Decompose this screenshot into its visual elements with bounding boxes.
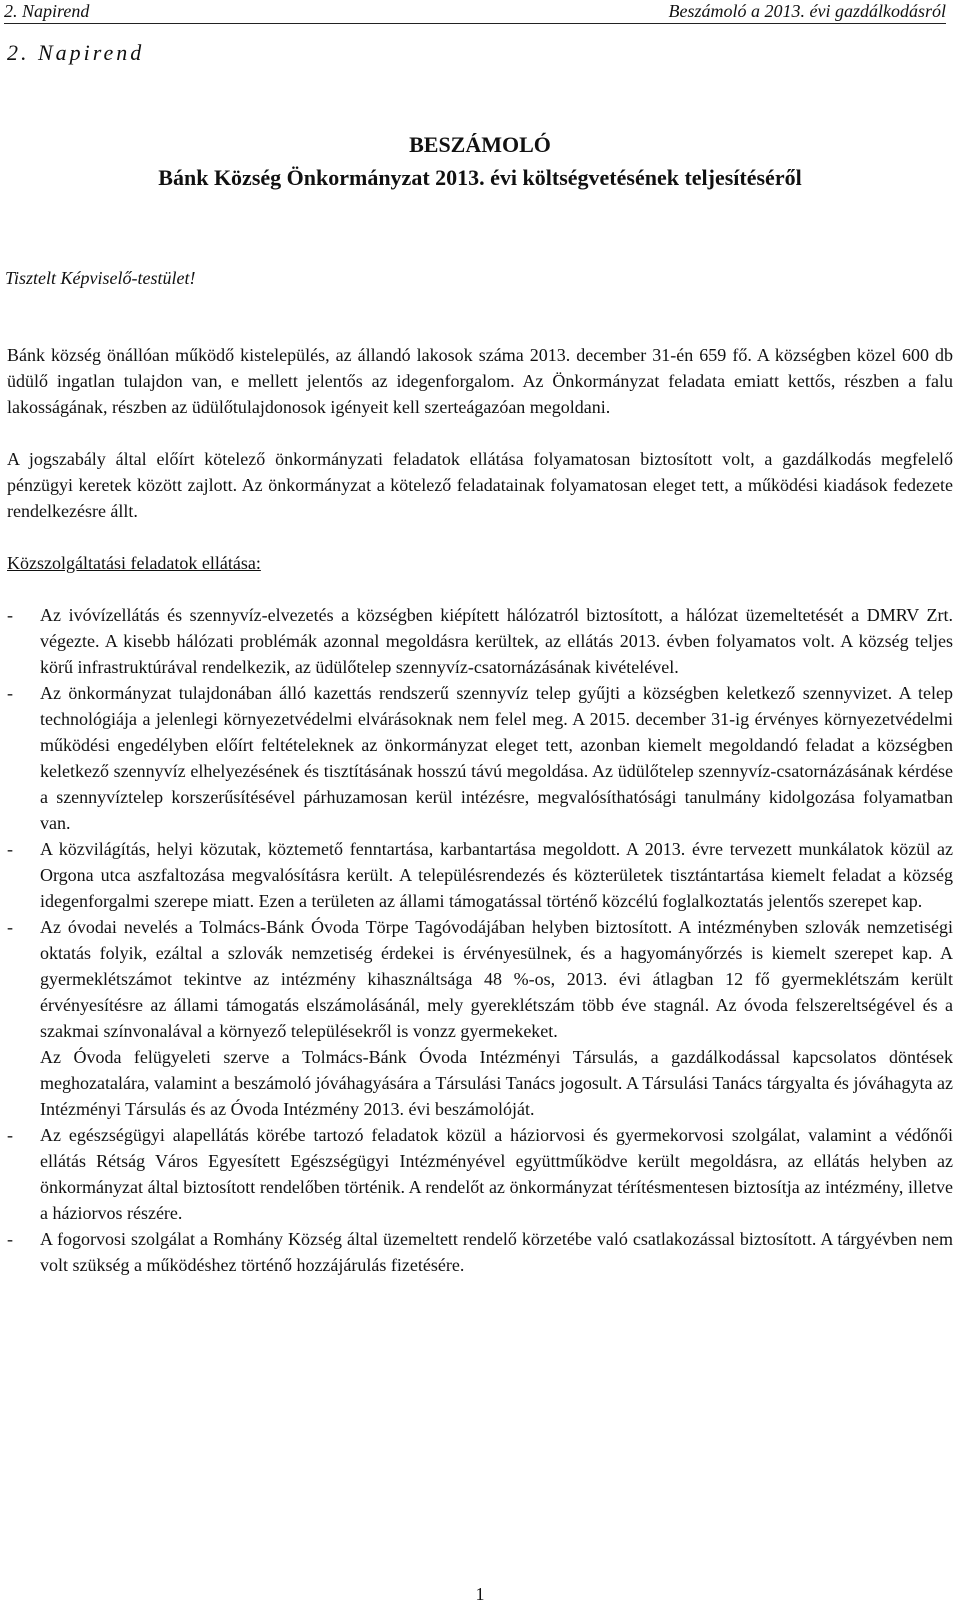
section-title: Közszolgáltatási feladatok ellátása: <box>7 553 261 573</box>
list-item-text: - Az ivóvízellátás és szennyvíz-elvezetés a községben kiépített hálózatról biztosított, a hálózat üzemeltetését a DMRV Zrt. végezte. A kisebb hálózati problémák azonnal megoldásra kerültek, az ellátás 2013. évben folyamatos volt. A község teljes körű infrastruktúrával rendelkezik, az üdülőtelep szennyvíz-csatornázásának kivételével. <box>40 605 953 677</box>
document-title <box>0 128 960 194</box>
paragraph: A jogszabály által előírt kötelező önkormányzati feladatok ellátása folyamatosan biztosított volt, a gazdálkodás megfelelő pénzügyi keretek között zajlott. Az önkormányzat a kötelező feladatainak folyamatosan eleget tett, a működési kiadások fedezete rendelkezésre állt. <box>7 449 953 521</box>
title-line-1: BESZÁMOLÓ <box>409 132 551 157</box>
header-divider <box>4 23 946 24</box>
list-item-text: - A fogorvosi szolgálat a Romhány Község által üzemeltett rendelő körzetébe való csatlakozással biztosított. A tárgyévben nem volt szükség a működéshez történő hozzájárulás fizetésére. <box>40 1229 953 1275</box>
list-item-text: - Az egészségügyi alapellátás körébe tartozó feladatok közül a háziorvosi és gyermekorvosi szolgálat, valamint a védőnői ellátás Rétság Város Egyesített Egészségügyi Intézményével együttműködve került megoldásra, az ellátás helyben az önkormányzat által biztosított rendelőben történik. A rendelőt az önkormányzat térítésmentesen biztosítja az intézmény, illetve a háziorvos részére. <box>40 1125 953 1223</box>
paragraph: Bánk község önállóan működő kistelepülés, az állandó lakosok száma 2013. december 31-én 659 fő. A községben közel 600 db üdülő ingatlan tulajdon van, e mellett jelentős az idegenforgalom. Az Önkormányzat feladata emiatt kettős, részben a falu lakosságának, részben az üdülőtulajdonosok igényeit kell szerteágazóan megoldani. <box>7 345 953 417</box>
title-line-2: Bánk Község Önkormányzat 2013. évi költségvetésének teljesítéséről <box>158 165 802 190</box>
document-body <box>7 342 953 1278</box>
list-item-text: - Az önkormányzat tulajdonában álló kazettás rendszerű szennyvíz telep gyűjti a községben keletkező szennyvizet. A telep technológiája a jelenlegi környezetvédelmi elvárásoknak nem felel meg. A 2015. december 31-ig érvényes környezetvédelmi működési engedélyben előírt feltételeknek az önkormányzat eleget tett, azonban kiemelt megoldandó feladat a községben keletkező szennyvíz elhelyezésének és tisztításának hosszú távú megoldása. Az üdülőtelep szennyvíz-csatornázásának kérdése a szennyvíztelep korszerűsítésével párhuzamosan kerül intézésre, megvalósíthatósági tanulmány kidolgozása folyamatban van. <box>40 683 953 833</box>
header-left-text: 2. Napirend <box>4 1 90 21</box>
list-item <box>7 836 953 914</box>
list-item-continuation: Az Óvoda felügyeleti szerve a Tolmács-Bánk Óvoda Intézményi Társulás, a gazdálkodással kapcsolatos döntések meghozatalára, valamint a beszámoló jóváhagyására a Társulási Tanács jogosult. A Társulási Tanács tárgyalta és jóváhagyta az Intézményi Társulás és az Óvoda Intézmény 2013. évi beszámolóját. <box>40 1047 953 1119</box>
list-item <box>7 914 953 1122</box>
salutation: Tisztelt Képviselő-testület! <box>5 268 196 288</box>
task-list <box>7 602 953 1278</box>
list-item-text: - A közvilágítás, helyi közutak, köztemető fenntartása, karbantartása megoldott. A 2013. évre tervezett munkálatok közül az Orgona utca aszfaltozása megvalósításra került. A településrendezés és közterületek tisztántartása kiemelt feladat a község idegenforgalmi szerepe miatt. Ezen a területen az állami támogatással történő közcélú foglalkoztatás jelentős szerepet kap. <box>40 839 953 911</box>
list-item <box>7 680 953 836</box>
page-number: 1 <box>475 1584 485 1604</box>
list-item <box>7 602 953 680</box>
list-item <box>7 1226 953 1278</box>
header-right-text: Beszámoló a 2013. évi gazdálkodásról <box>668 1 946 21</box>
list-item <box>7 1122 953 1226</box>
agenda-heading: 2. Napirend <box>7 40 145 65</box>
list-item-text: - Az óvodai nevelés a Tolmács-Bánk Óvoda Törpe Tagóvodájában helyben biztosított. A intézményben szlovák nemzetiségi oktatás folyik, ezáltal a szlovák nemzetiség érdekei is érvényesülnek, és a hagyományőrzés is kiemelt szerepet kap. A gyermeklétszámot tekintve az intézmény kihasználtsága 48 %-os, 2013. évi átlagban 12 fő gyermeklétszám került érvényesítésre az állami támogatás elszámolásánál, mely gyereklétszám több éve stagnál. Az óvoda felszereltségével és a szakmai színvonalával a környező településekről is vonzz gyermekeket. <box>40 917 953 1041</box>
